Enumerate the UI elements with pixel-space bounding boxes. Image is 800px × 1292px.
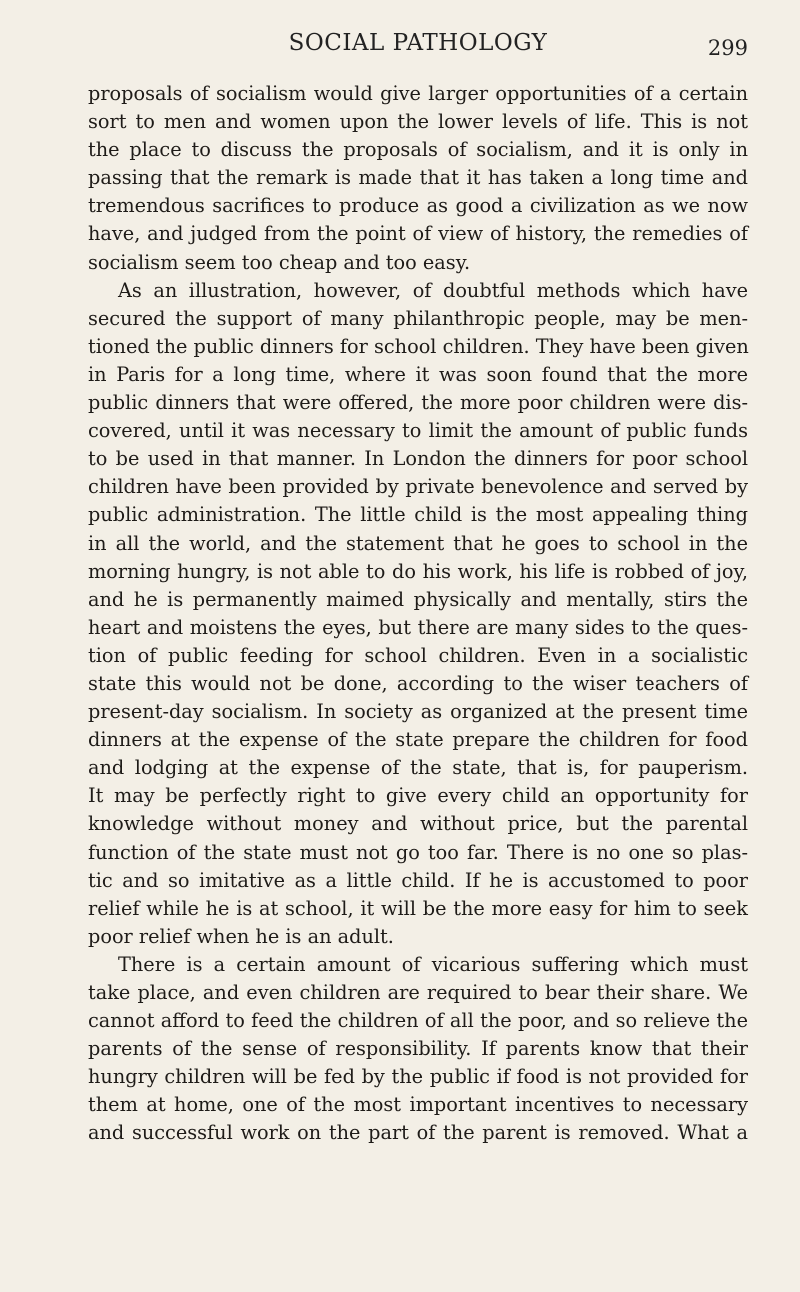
paragraph [88, 277, 748, 951]
text-line: It may be perfectly right to give every child an opportunity for [88, 784, 748, 808]
text-line: children have been provided by private benevolence and served by [88, 475, 748, 499]
text-line: public dinners that were offered, the more poor children were dis- [88, 391, 748, 415]
text-line: and he is permanently maimed physically and mentally, stirs the [88, 587, 748, 611]
text-line: poor relief when he is an adult. [88, 924, 394, 948]
text-line: the place to discuss the proposals of socialism, and it is only in [88, 138, 748, 162]
text-line: function of the state must not go too far. There is no one so plas- [88, 840, 748, 864]
text-line: secured the support of many philanthropic people, may be men- [88, 306, 748, 330]
text-line: relief while he is at school, it will be the more easy for him to seek [88, 896, 748, 920]
running-head [88, 30, 748, 62]
text-line: dinners at the expense of the state prepare the children for food [88, 728, 748, 752]
text-line: and successful work on the part of the parent is removed. What a [88, 1121, 748, 1145]
page-number: 299 [707, 36, 748, 60]
running-title: SOCIAL PATHOLOGY [288, 30, 548, 56]
text-line: in Paris for a long time, where it was soon found that the more [88, 362, 748, 386]
text-line: have, and judged from the point of view of history, the remedies of [88, 222, 748, 246]
body-text [88, 80, 748, 1148]
text-line: hungry children will be fed by the public if food is not provided for [88, 1065, 748, 1089]
text-line: tremendous sacrifices to produce as good a civilization as we now [88, 194, 748, 218]
text-line: present-day socialism. In society as organized at the present time [88, 700, 748, 724]
text-line: As an illustration, however, of doubtful methods which have [118, 278, 748, 302]
text-line: socialism seem too cheap and too easy. [88, 250, 471, 274]
text-line: heart and moistens the eyes, but there are many sides to the ques- [88, 615, 748, 639]
text-line: public administration. The little child is the most appealing thing [88, 503, 748, 527]
text-line: There is a certain amount of vicarious suffering which must [118, 952, 748, 976]
text-line: take place, and even children are required to bear their share. We [88, 981, 748, 1004]
text-line: sort to men and women upon the lower levels of life. This is not [88, 110, 748, 134]
text-line: tioned the public dinners for school children. They have been given [88, 334, 749, 358]
text-line: state this would not be done, according to the wiser teachers of [88, 671, 748, 695]
paragraph [88, 80, 748, 277]
text-line: them at home, one of the most important incentives to necessary [88, 1093, 748, 1117]
text-line: in all the world, and the statement that he goes to school in the [88, 531, 748, 555]
text-line: covered, until it was necessary to limit the amount of public funds [88, 419, 748, 443]
text-line: morning hungry, is not able to do his work, his life is robbed of joy, [88, 559, 748, 583]
text-line: and lodging at the expense of the state, that is, for pauperism. [88, 756, 748, 780]
text-line: parents of the sense of responsibility. If parents know that their [88, 1037, 748, 1061]
text-line: knowledge without money and without price, but the parental [88, 812, 748, 836]
text-line: proposals of socialism would give larger opportunities of a certain [88, 82, 748, 105]
text-line: cannot afford to feed the children of all the poor, and so relieve the [88, 1009, 748, 1033]
paragraph [88, 951, 748, 1148]
text-line: passing that the remark is made that it has taken a long time and [88, 166, 748, 190]
text-line: tic and so imitative as a little child. If he is accustomed to poor [88, 868, 748, 892]
text-line: to be used in that manner. In London the dinners for poor school [88, 447, 748, 471]
text-line: tion of public feeding for school children. Even in a socialistic [88, 643, 748, 667]
